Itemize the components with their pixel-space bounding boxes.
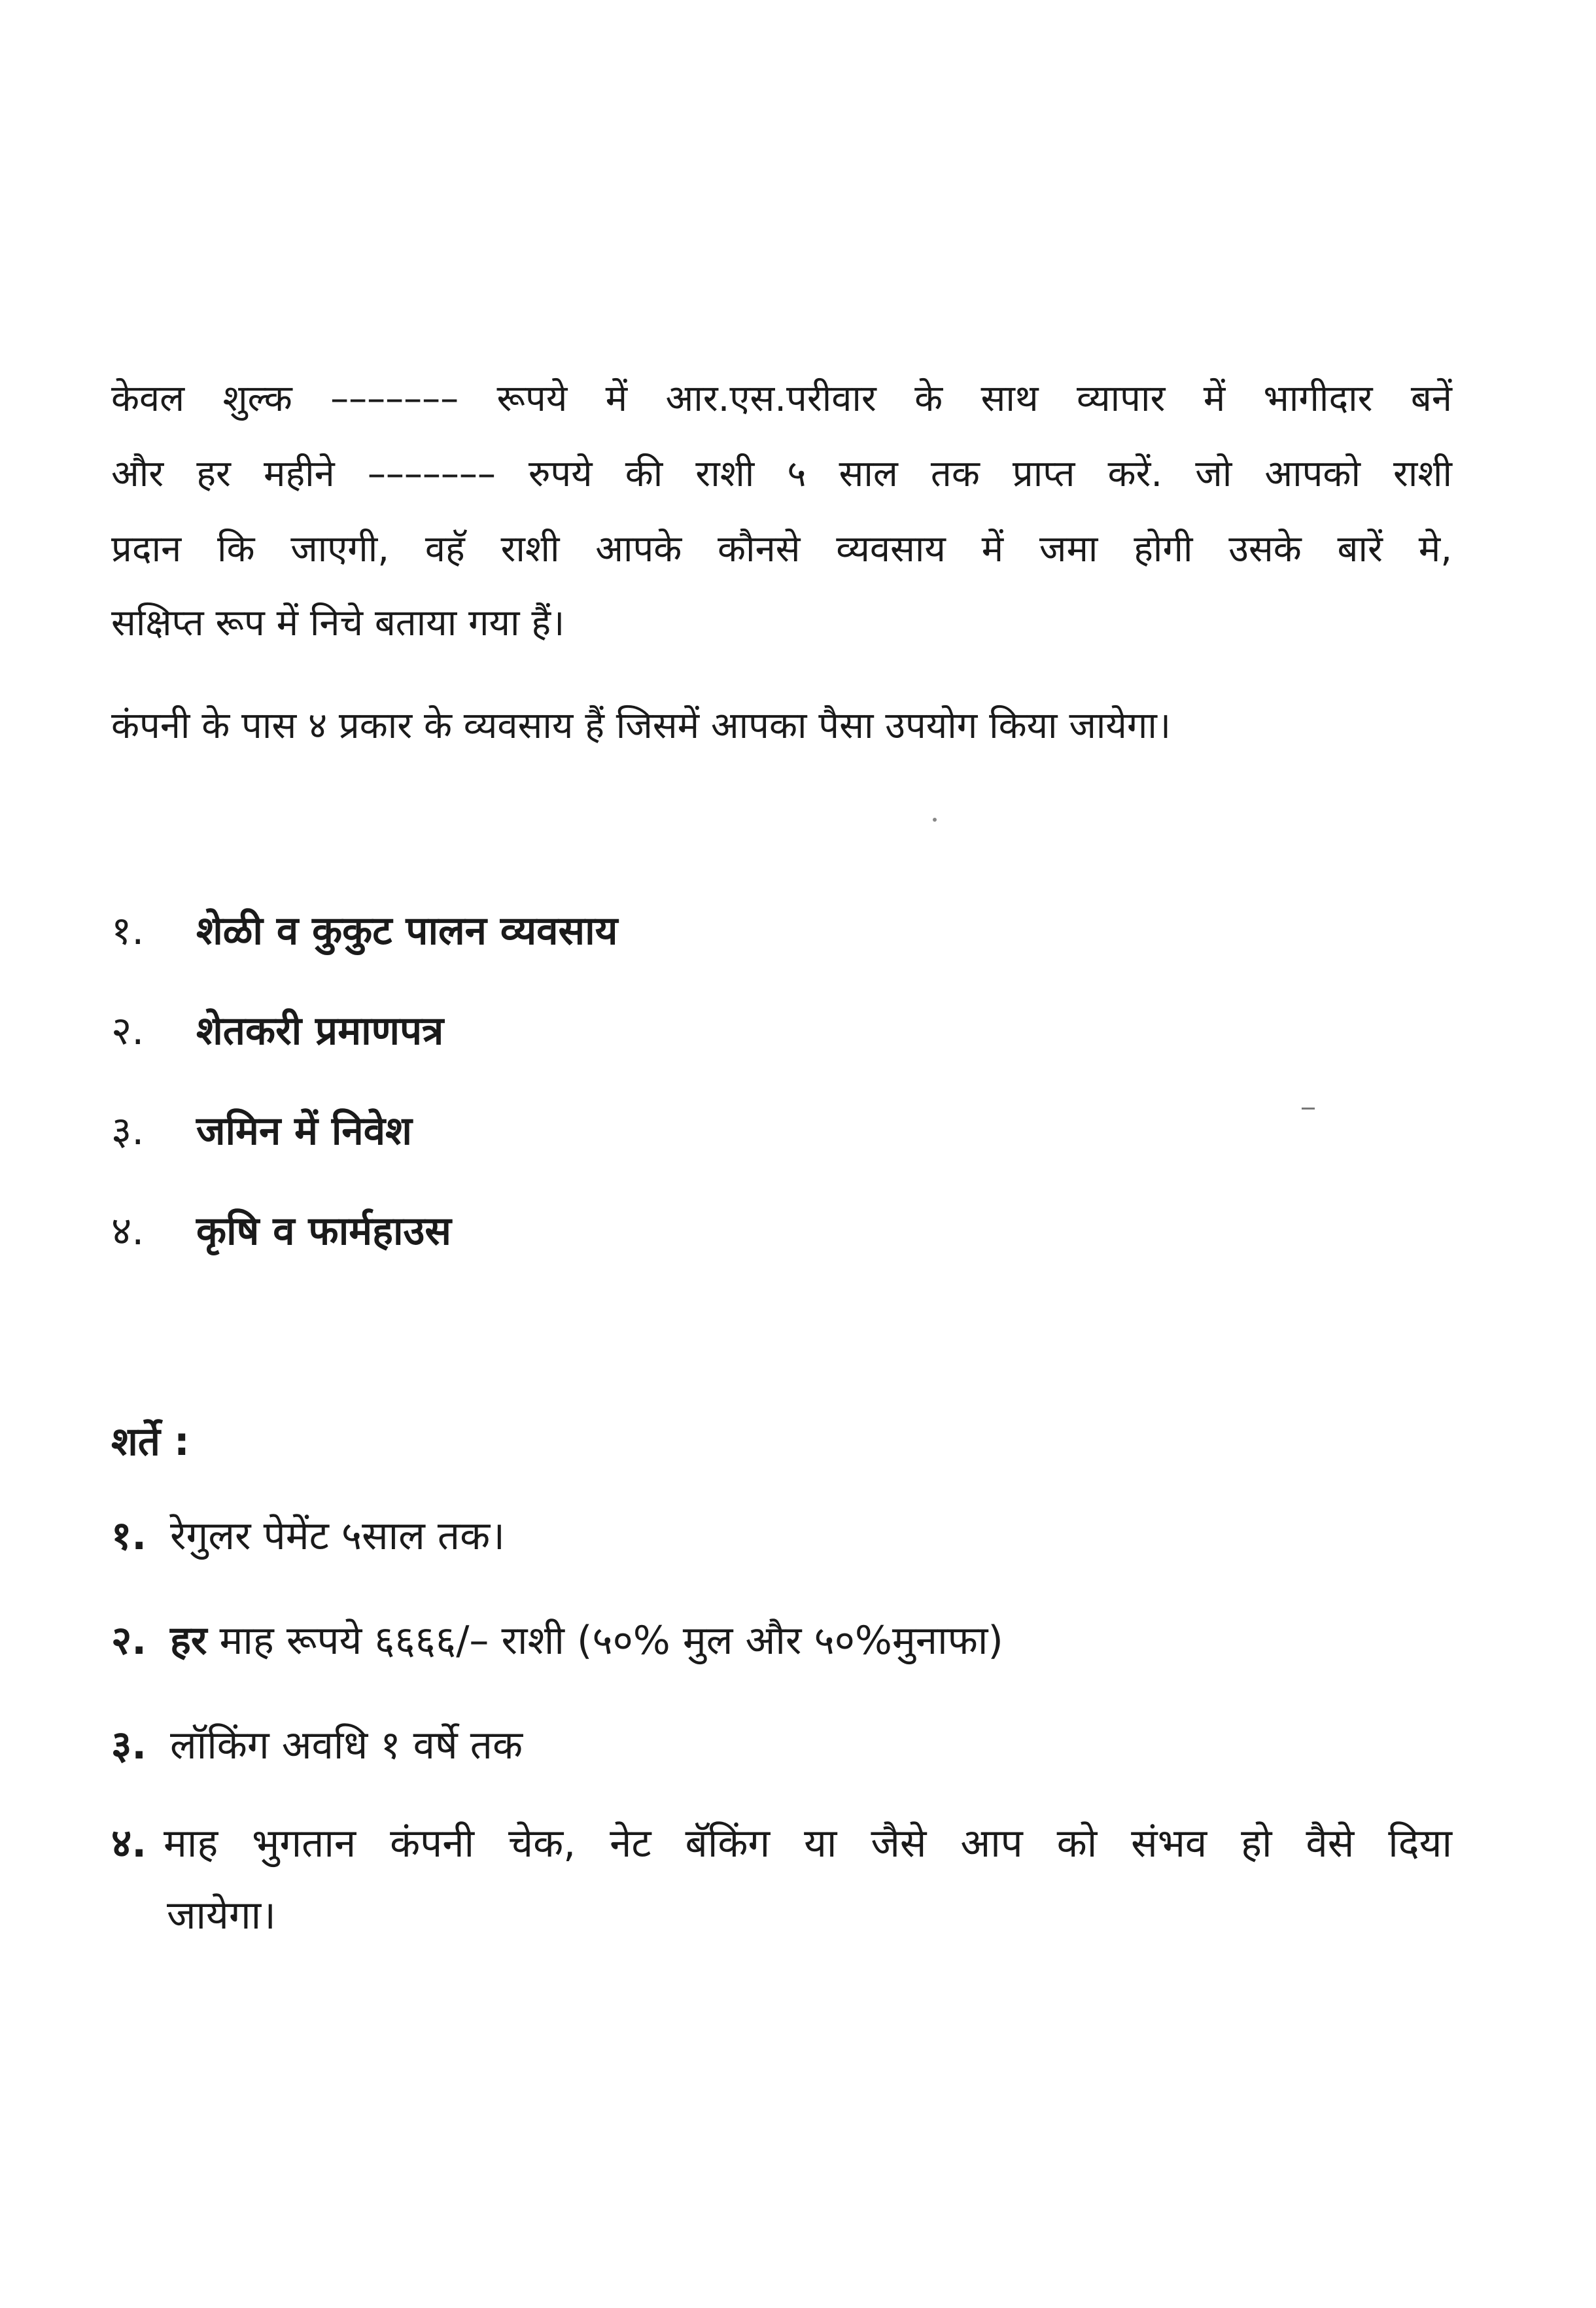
summary-line: कंपनी के पास ४ प्रकार के व्यवसाय हैं जिसमें आपका पैसा उपयोग किया जायेगा। <box>111 705 1171 747</box>
condition-text: माह रूपये ६६६६/– राशी (५०% मुल और ५०%मुनाफा) <box>207 1618 1003 1664</box>
business-number: ३. <box>111 1108 145 1154</box>
business-number: २. <box>111 1008 145 1054</box>
business-item <box>111 906 617 956</box>
business-number: १. <box>111 908 145 954</box>
condition-item <box>111 1721 523 1770</box>
business-label: जमिन में निवेश <box>196 1108 412 1154</box>
intro-line-1: केवल शुल्क ––––––– रूपये में आर.एस.परीवार के साथ व्यापार में भागीदार बनें <box>111 377 1452 420</box>
condition-item <box>111 1511 505 1561</box>
condition-number: ४. <box>111 1821 147 1866</box>
business-item <box>111 1006 443 1056</box>
condition-continuation: जायेगा। <box>167 1893 276 1938</box>
condition-number: ३. <box>111 1722 147 1768</box>
business-label: कृषि व फार्महाउस <box>196 1208 451 1254</box>
business-item <box>111 1106 412 1156</box>
condition-text: माह भुगतान कंपनी चेक, नेट बॅकिंग या जैसे आप को संभव हो वैसे दिया <box>164 1821 1452 1866</box>
condition-number: १. <box>111 1513 147 1559</box>
business-item <box>111 1206 451 1256</box>
business-label: शेळी व कुकुट पालन व्यवसाय <box>196 908 618 954</box>
intro-line-4: सक्षिप्त रूप में निचे बताया गया हैं। <box>111 602 565 644</box>
stray-dash <box>1302 1108 1315 1110</box>
condition-bold-word: हर <box>170 1618 207 1664</box>
business-label: शेतकरी प्रमाणपत्र <box>196 1008 444 1054</box>
condition-item <box>111 1819 1452 1868</box>
condition-number: २. <box>111 1618 147 1664</box>
condition-item <box>111 1616 1003 1666</box>
stray-dot <box>933 818 937 822</box>
intro-line-2: और हर महीने ––––––– रुपये की राशी ५ साल तक प्राप्त करें. जो आपको राशी <box>111 453 1452 495</box>
condition-text: रेगुलर पेमेंट ५साल तक। <box>170 1513 505 1559</box>
intro-line-3: प्रदान कि जाएगी, वहॅ राशी आपके कौनसे व्यवसाय में जमा होगी उसके बारें मे, <box>111 528 1452 570</box>
condition-text: लॉकिंग अवधि १ वर्षे तक <box>170 1722 523 1768</box>
business-number: ४. <box>111 1208 145 1254</box>
conditions-heading: शर्ते : <box>111 1419 190 1465</box>
